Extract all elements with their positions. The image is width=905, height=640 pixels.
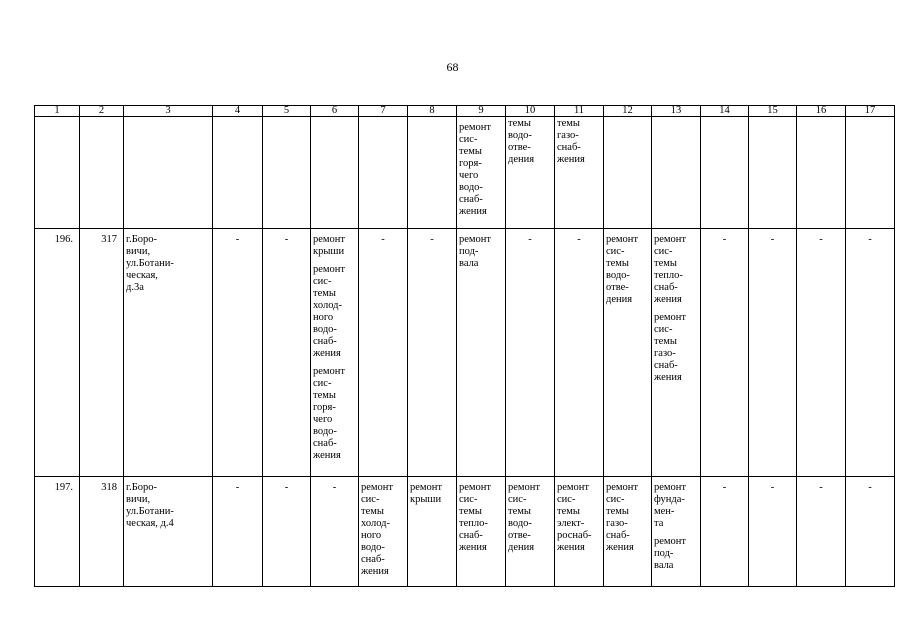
col-header-3: 3 [124,106,213,117]
cell: темы газо- снаб- жения [555,117,604,229]
cell: - [213,477,263,587]
cell: - [263,477,311,587]
col-header-4: 4 [213,106,263,117]
col-header-6: 6 [311,106,359,117]
cell: - [797,229,846,477]
cell: - [846,229,895,477]
repair-schedule-table [34,105,895,587]
col-header-14: 14 [701,106,749,117]
col-header-7: 7 [359,106,408,117]
cell: темы водо- отве- дения [506,117,555,229]
cell: ремонт сис- темы водо- отве- дения [506,477,555,587]
col-header-15: 15 [749,106,797,117]
cell: ремонт крыши [408,477,457,587]
cell: - [701,477,749,587]
header-row [35,106,895,117]
cell [124,117,213,229]
row-number: 197. [35,477,80,587]
cell: - [213,229,263,477]
col-header-17: 17 [846,106,895,117]
cell: ремонт крыши ремонт сис- темы холод- ного водо- снаб- жения ремонт сис- темы горя- чего водо- снаб- жения [311,229,359,477]
table-row [35,229,895,477]
cell: - [846,477,895,587]
col-header-12: 12 [604,106,652,117]
cell: - [506,229,555,477]
cell: - [408,229,457,477]
cell: ремонт сис- темы элект- роснаб- жения [555,477,604,587]
cell [263,117,311,229]
cell: - [797,477,846,587]
table-row [35,117,895,229]
address: г.Боро- вичи, ул.Ботани- ческая, д.3а [124,229,213,477]
object-number: 317 [80,229,124,477]
cell: - [749,477,797,587]
cell [846,117,895,229]
cell [797,117,846,229]
cell: ремонт сис- темы тепло- снаб- жения [457,477,506,587]
cell: - [311,477,359,587]
cell [749,117,797,229]
row-number: 196. [35,229,80,477]
cell: ремонт сис- темы холод- ного водо- снаб- жения [359,477,408,587]
cell [35,117,80,229]
cell: ремонт сис- темы горя- чего водо- снаб- жения [457,117,506,229]
table-row [35,477,895,587]
cell: - [263,229,311,477]
page-number: 68 [446,60,459,74]
col-header-10: 10 [506,106,555,117]
col-header-9: 9 [457,106,506,117]
cell: - [555,229,604,477]
cell: ремонт под- вала [457,229,506,477]
cell: ремонт сис- темы газо- снаб- жения [604,477,652,587]
cell [359,117,408,229]
cell [213,117,263,229]
col-header-8: 8 [408,106,457,117]
address: г.Боро- вичи, ул.Ботани- ческая, д.4 [124,477,213,587]
cell [311,117,359,229]
cell [408,117,457,229]
col-header-5: 5 [263,106,311,117]
cell [701,117,749,229]
cell: - [701,229,749,477]
col-header-13: 13 [652,106,701,117]
cell: ремонт сис- темы водо- отве- дения [604,229,652,477]
cell [652,117,701,229]
cell [604,117,652,229]
cell: ремонт фунда- мен- та ремонт под- вала [652,477,701,587]
cell: - [749,229,797,477]
col-header-2: 2 [80,106,124,117]
cell [80,117,124,229]
object-number: 318 [80,477,124,587]
cell: ремонт сис- темы тепло- снаб- жения ремонт сис- темы газо- снаб- жения [652,229,701,477]
col-header-1: 1 [35,106,80,117]
cell: - [359,229,408,477]
col-header-16: 16 [797,106,846,117]
col-header-11: 11 [555,106,604,117]
